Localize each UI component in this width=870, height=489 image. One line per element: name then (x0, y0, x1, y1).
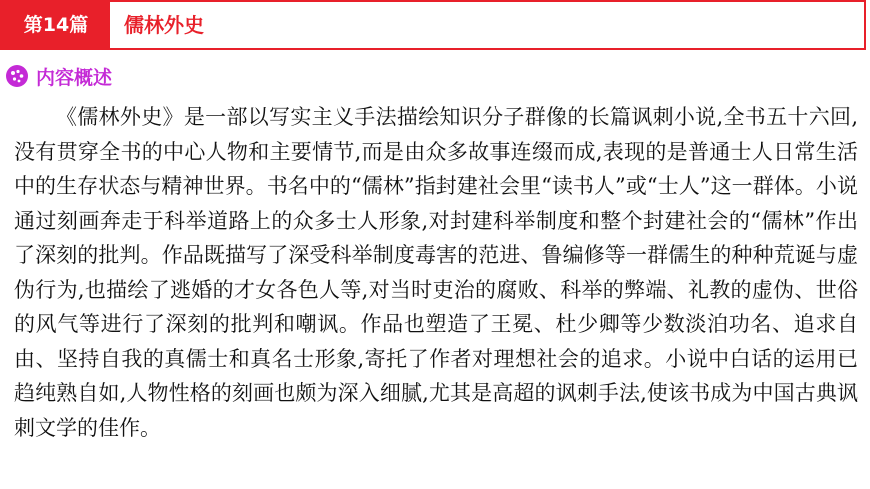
chapter-title: 儒林外史 (124, 13, 204, 37)
dots-circle-icon (6, 65, 28, 87)
section-title: 内容概述 (36, 66, 113, 89)
chapter-label: 第14篇 (2, 2, 110, 48)
chapter-header (0, 0, 866, 50)
section-heading (6, 62, 112, 90)
summary-paragraph: 《儒林外史》是一部以写实主义手法描绘知识分子群像的长篇讽刺小说,全书五十六回,没有贯穿全书的中心人物和主要情节,而是由众多故事连缀而成,表现的是普通士人日常生活中的生存状态与精神世界。书名中的“儒林”指封建社会里“读书人”或“士人”这一群体。小说通过刻画奔走于科举道路上的众多士人形象,对封建科举制度和整个封建社会的“儒林”作出了深刻的批判。作品既描写了深受科举制度毒害的范进、鲁编修等一群儒生的种种荒诞与虚伪行为,也描绘了逃婚的才女各色人等,对当时吏治的腐败、科举的弊端、礼教的虚伪、世俗的风气等进行了深刻的批判和嘲讽。作品也塑造了王冕、杜少卿等少数淡泊功名、追求自由、坚持自我的真儒士和真名士形象,寄托了作者对理想社会的追求。小说中白话的运用已趋纯熟自如,人物性格的刻画也颇为深入细腻,尤其是高超的讽刺手法,使该书成为中国古典讽刺文学的佳作。 (14, 105, 858, 440)
